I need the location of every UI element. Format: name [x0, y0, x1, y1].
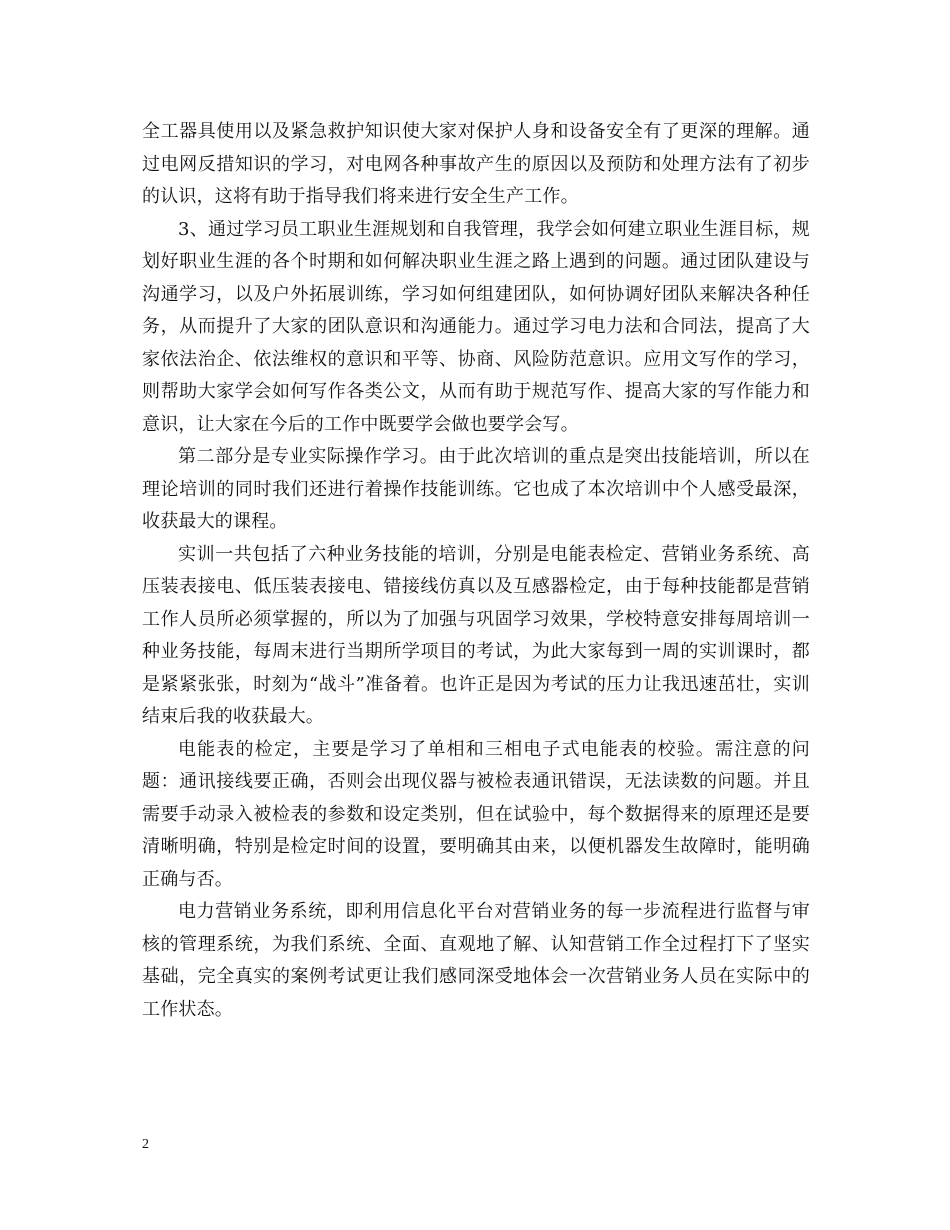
page-number: 2 — [142, 1137, 149, 1152]
paragraph-meter-calibration: 电能表的检定，主要是学习了单相和三相电子式电能表的校验。需注意的问题：通讯接线要正确，否则会出现仪器与被检表通讯错误，无法读数的问题。并且需要手动录入被检表的参数和设定类别，但在试验中，每个数据得来的原理还是要清晰明确，特别是检定时间的设置，要明确其由来，以便机器发生故障时，能明确正确与否。 — [142, 738, 810, 890]
paragraph-marketing-system: 电力营销业务系统，即利用信息化平台对营销业务的每一步流程进行监督与审核的管理系统，为我们系统、全面、直观地了解、认知营销工作全过程打下了坚实基础，完全真实的案例考试更让我们感同深受地体会一次营销业务人员在实际中的工作状态。 — [142, 901, 810, 1020]
paragraph-continuation: 全工器具使用以及紧急救护知识使大家对保护人身和设备安全有了更深的理解。通过电网反措知识的学习，对电网各种事故产生的原因以及预防和处理方法有了初步的认识，这将有助于指导我们将来进行安全生产工作。 — [142, 121, 810, 207]
document-body — [142, 116, 810, 1026]
paragraph-career-team-law-writing: 3、通过学习员工职业生涯规划和自我管理，我学会如何建立职业生涯目标，规划好职业生涯的各个时期和如何解决职业生涯之路上遇到的问题。通过团队建设与沟通学习，以及户外拓展训练，学习如何组建团队，如何协调好团队来解决各种任务，从而提升了大家的团队意识和沟通能力。通过学习电力法和合同法，提高了大家依法治企、依法维权的意识和平等、协商、风险防范意识。应用文写作的学习，则帮助大家学会如何写作各类公文，从而有助于规范写作、提高大家的写作能力和意识，让大家在今后的工作中既要学会做也要学会写。 — [142, 218, 810, 435]
paragraph-practical-training: 实训一共包括了六种业务技能的培训，分别是电能表检定、营销业务系统、高压装表接电、低压装表接电、错接线仿真以及互感器检定，由于每种技能都是营销工作人员所必须掌握的，所以为了加强与巩固学习效果，学校特意安排每周培训一种业务技能，每周末进行当期所学项目的考试，为此大家每到一周的实训课时，都是紧紧张张，时刻为“战斗”准备着。也许正是因为考试的压力让我迅速茁壮，实训结束后我的收获最大。 — [142, 543, 810, 727]
paragraph-part-two-intro: 第二部分是专业实际操作学习。由于此次培训的重点是突出技能培训，所以在理论培训的同时我们还进行着操作技能训练。它也成了本次培训中个人感受最深，收获最大的课程。 — [142, 446, 810, 532]
